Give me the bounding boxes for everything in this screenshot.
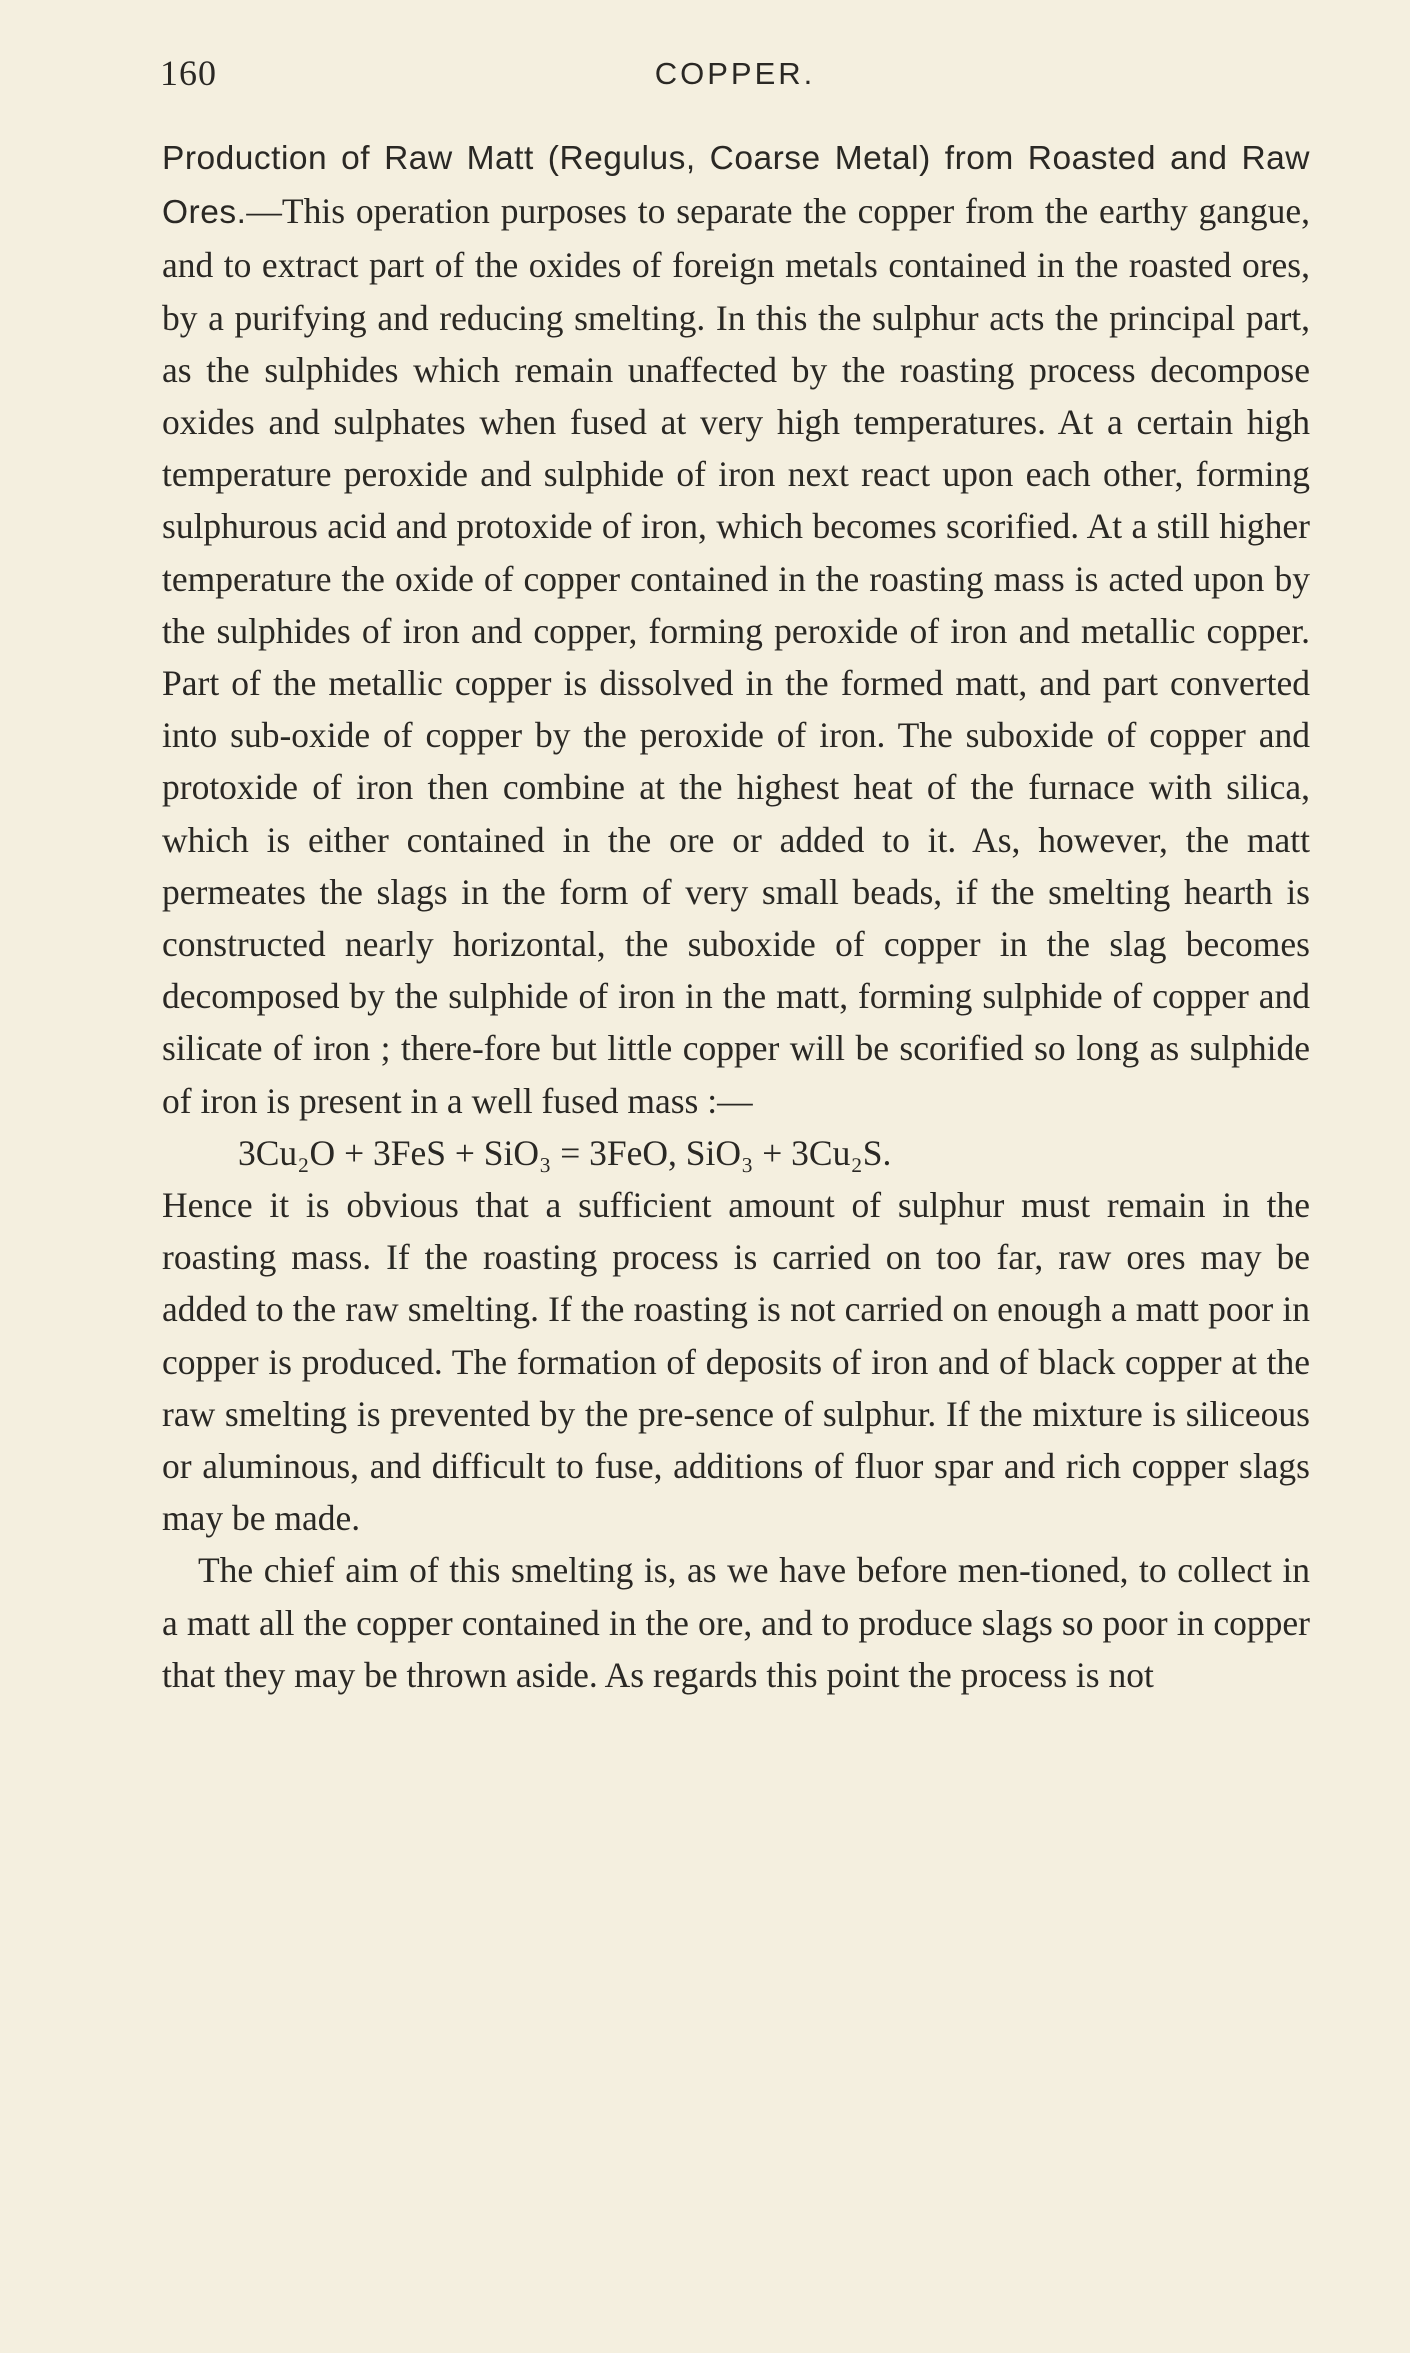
body-text [162,131,1310,1701]
chemical-equation: 3Cu₂O + 3FeS + SiO₃ = 3FeO, SiO₃ + 3Cu₂S. [238,1132,892,1173]
paragraph [162,131,1310,1127]
running-head [160,52,1310,102]
running-title: COPPER. [654,56,816,91]
paragraph: The chief aim of this smelting is, as we have before men-tioned, to collect in a matt all the copper contained in the ore, and to produce slags so poor in copper that they may be thrown aside. As regards this point the process is not [162,1550,1310,1695]
paragraph: Hence it is obvious that a sufficient amount of sulphur must remain in the roasting mass. If the roasting process is carried on too far, raw ores may be added to the raw smelting. If the roasting is not carried on enough a matt poor in copper is produced. The formation of deposits of iron and of black copper at the raw smelting is prevented by the pre-sence of sulphur. If the mixture is siliceous or aluminous, and difficult to fuse, additions of fluor spar and rich copper slags may be made. [162,1185,1310,1539]
paragraph-text: —This operation purposes to separate the copper from the earthy gangue, and to extract part of the oxides of foreign metals contained in the roasted ores, by a purifying and reducing smelting. In this the sulphur acts the principal part, as the sulphides which remain unaffected by the roasting process decompose oxides and sulphates when fused at very high temperatures. At a certain high temperature peroxide and sulphide of iron next react upon each other, forming sulphurous acid and protoxide of iron, which becomes scorified. At a still higher temperature the oxide of copper contained in the roasting mass is acted upon by the sulphides of iron and copper, forming peroxide of iron and metallic copper. Part of the metallic copper is dissolved in the formed matt, and part converted into sub-oxide of copper by the peroxide of iron. The suboxide of copper and protoxide of iron then combine at the highest heat of the furnace with silica, which is either contained in the ore or added to it. As, however, the matt permeates the slags in the form of very small beads, if the smelting hearth is constructed nearly horizontal, the suboxide of copper in the slag becomes decomposed by the sulphide of iron in the matt, forming sulphide of copper and silicate of iron ; there-fore but little copper will be scorified so long as sulphide of iron is present in a well fused mass :— [162,191,1310,1121]
section-title: Production of Raw Matt (Regulus, Coarse Metal) from Roasted and Raw Ores. [162,140,1310,232]
page-number: 160 [160,53,217,93]
